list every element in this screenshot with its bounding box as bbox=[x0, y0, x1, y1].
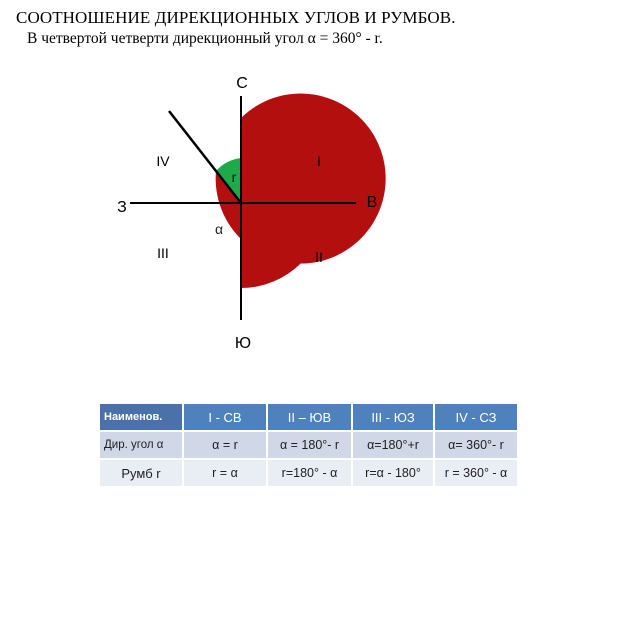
table-cell: r=180° - α bbox=[268, 460, 351, 486]
label-alpha: α bbox=[214, 221, 224, 237]
page-subtitle: В четвертой четверти дирекционный угол α = 360° - r. bbox=[27, 30, 383, 47]
table-header-cell: Наименов. bbox=[100, 404, 182, 430]
table-header-cell: IV - СЗ bbox=[435, 404, 517, 430]
relations-table bbox=[98, 402, 519, 488]
table-cell: r = α bbox=[184, 460, 266, 486]
table-cell: α=180°+r bbox=[353, 432, 433, 458]
table-header-row bbox=[100, 404, 517, 430]
label-east: В bbox=[366, 194, 378, 211]
page-title: СООТНОШЕНИЕ ДИРЕКЦИОННЫХ УГЛОВ И РУМБОВ. bbox=[16, 8, 456, 27]
label-rumb: r bbox=[231, 169, 237, 185]
table-row bbox=[100, 460, 517, 486]
relations-table-wrapper bbox=[98, 402, 519, 488]
table-row bbox=[100, 432, 517, 458]
label-quadrant-ii: II bbox=[315, 249, 323, 265]
table-header-cell: I - СВ bbox=[184, 404, 266, 430]
table-cell: Дир. угол α bbox=[100, 432, 182, 458]
table-cell: r = 360° - α bbox=[435, 460, 517, 486]
table-cell: α = 180°- r bbox=[268, 432, 351, 458]
table-cell: r=α - 180° bbox=[353, 460, 433, 486]
direction-line bbox=[169, 111, 241, 203]
label-quadrant-iii: III bbox=[157, 245, 169, 261]
table-cell: α= 360°- r bbox=[435, 432, 517, 458]
table-cell: α = r bbox=[184, 432, 266, 458]
label-quadrant-iv: IV bbox=[156, 153, 170, 169]
label-north: С bbox=[236, 75, 248, 92]
table-cell: Румб r bbox=[100, 460, 182, 486]
label-south: Ю bbox=[234, 335, 252, 352]
label-quadrant-i: I bbox=[317, 153, 321, 169]
table-header-cell: III - ЮЗ bbox=[353, 404, 433, 430]
label-west: З bbox=[117, 199, 127, 216]
table-header-cell: II – ЮВ bbox=[268, 404, 351, 430]
